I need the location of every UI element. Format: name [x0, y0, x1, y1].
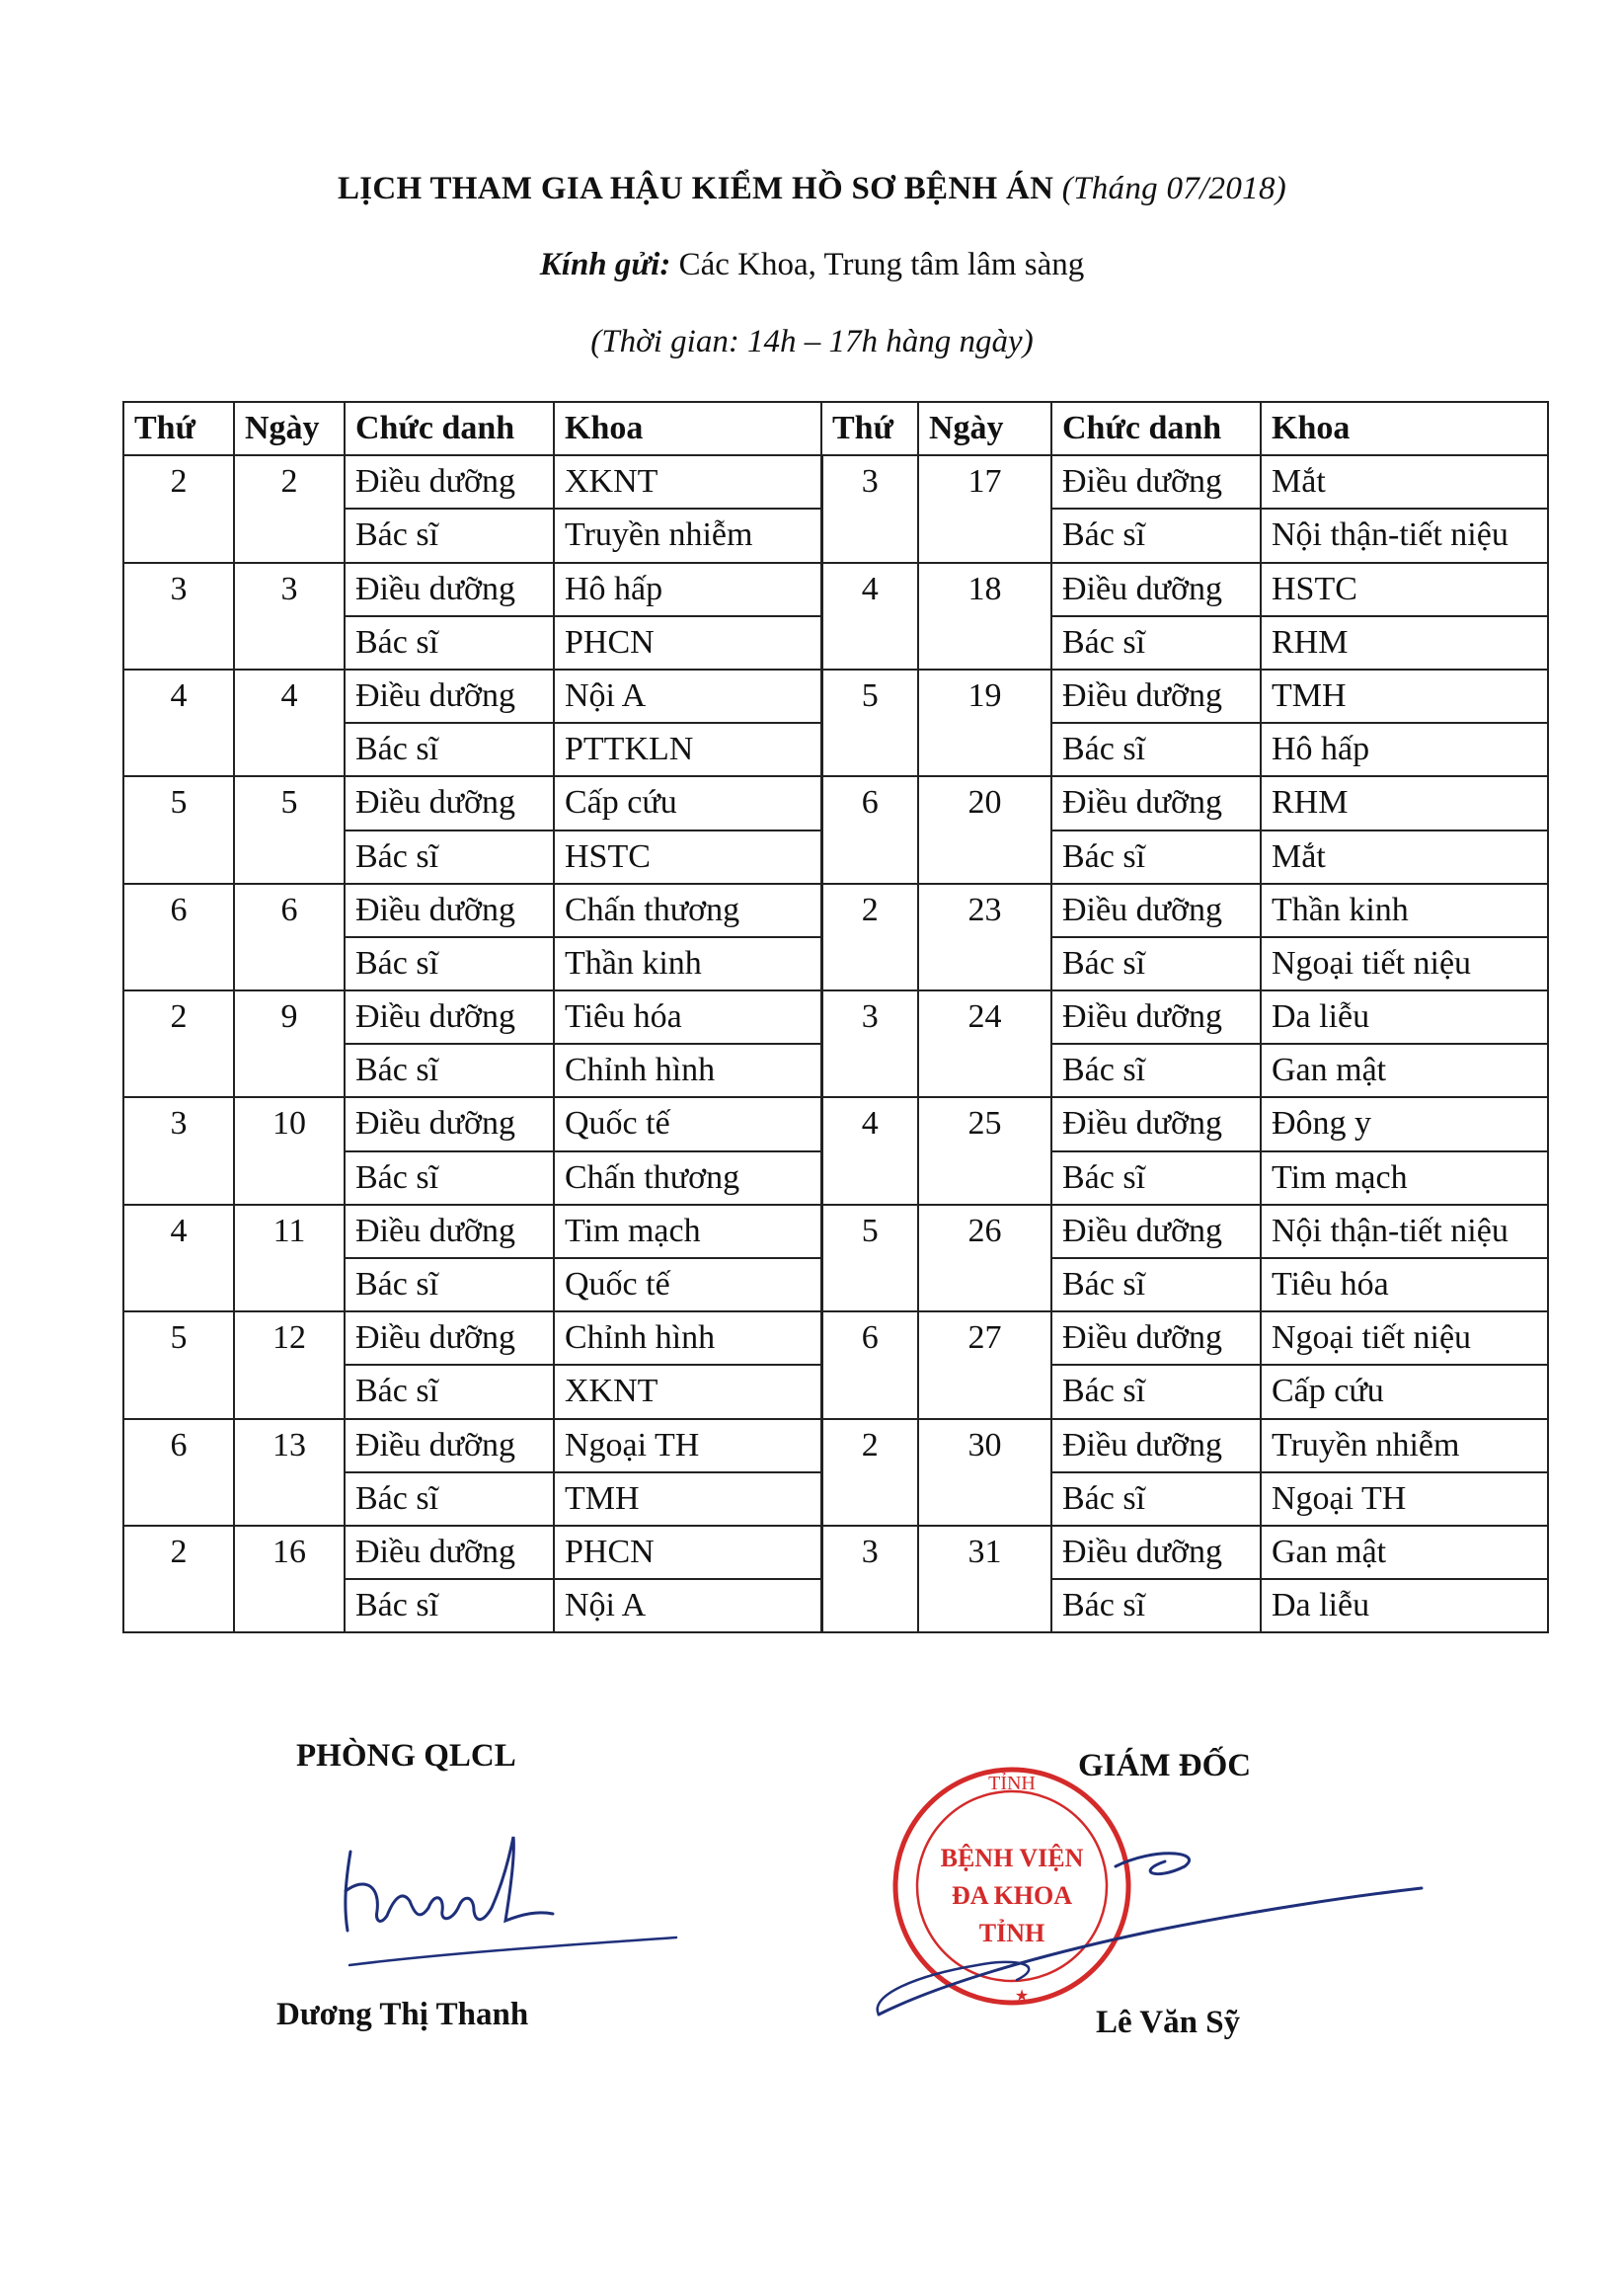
left-department-cell: Chỉnh hình [554, 1044, 821, 1097]
left-role-cell: Điều dưỡng [345, 1205, 554, 1258]
right-weekday-cell: 3 [821, 990, 918, 1097]
left-date-cell: 9 [234, 990, 345, 1097]
left-role-cell: Điều dưỡng [345, 884, 554, 937]
right-department-cell: Hô hấp [1261, 723, 1548, 776]
right-role-cell: Điều dưỡng [1051, 1526, 1261, 1579]
right-role-cell: Điều dưỡng [1051, 884, 1261, 937]
left-date-cell: 13 [234, 1419, 345, 1526]
right-department-cell: Tiêu hóa [1261, 1258, 1548, 1311]
left-role-cell: Điều dưỡng [345, 1526, 554, 1579]
right-department-cell: Gan mật [1261, 1044, 1548, 1097]
right-role-cell: Điều dưỡng [1051, 670, 1261, 723]
right-weekday-cell: 6 [821, 776, 918, 883]
right-date-cell: 23 [918, 884, 1051, 990]
left-weekday-cell: 2 [123, 455, 234, 562]
left-weekday-cell: 4 [123, 670, 234, 776]
left-date-cell: 3 [234, 563, 345, 670]
title-text: LỊCH THAM GIA HẬU KIỂM HỒ SƠ BỆNH ÁN [337, 171, 1054, 206]
right-weekday-cell: 3 [821, 455, 918, 562]
left-department-cell: XKNT [554, 1365, 821, 1418]
right-weekday-cell: 5 [821, 670, 918, 776]
right-role-cell: Bác sĩ [1051, 1365, 1261, 1418]
right-role-cell: Bác sĩ [1051, 1579, 1261, 1632]
left-role-cell: Bác sĩ [345, 509, 554, 562]
right-role-cell: Bác sĩ [1051, 509, 1261, 562]
left-role-cell: Điều dưỡng [345, 455, 554, 509]
table-row [123, 1526, 1548, 1579]
left-department-cell: Hô hấp [554, 563, 821, 616]
right-weekday-cell: 5 [821, 1205, 918, 1311]
left-department-cell: Quốc tế [554, 1097, 821, 1150]
right-date-cell: 24 [918, 990, 1051, 1097]
right-date-cell: 20 [918, 776, 1051, 883]
right-role-cell: Điều dưỡng [1051, 563, 1261, 616]
time-note: (Thời gian: 14h – 17h hàng ngày) [590, 324, 1034, 359]
col-header-khoa: Khoa [554, 402, 821, 455]
left-department-cell: PHCN [554, 616, 821, 670]
left-date-cell: 10 [234, 1097, 345, 1204]
right-department-cell: Da liễu [1261, 1579, 1548, 1632]
left-role-cell: Điều dưỡng [345, 1097, 554, 1150]
right-role-cell: Điều dưỡng [1051, 1419, 1261, 1472]
recipient-line [0, 247, 1624, 283]
left-handwritten-signature [326, 1797, 681, 1975]
left-weekday-cell: 5 [123, 776, 234, 883]
left-signer-role: PHÒNG QLCL [296, 1738, 516, 1774]
table-row [123, 1205, 1548, 1258]
table-row [123, 1097, 1548, 1150]
left-department-cell: Tim mạch [554, 1205, 821, 1258]
seal-top-text: TỈNH [988, 1773, 1036, 1794]
left-date-cell: 2 [234, 455, 345, 562]
right-role-cell: Điều dưỡng [1051, 1097, 1261, 1150]
left-role-cell: Điều dưỡng [345, 990, 554, 1044]
right-department-cell: Thần kinh [1261, 884, 1548, 937]
table-row [123, 776, 1548, 830]
table-row [123, 455, 1548, 509]
right-date-cell: 31 [918, 1526, 1051, 1632]
left-date-cell: 16 [234, 1526, 345, 1632]
left-department-cell: Chấn thương [554, 884, 821, 937]
left-department-cell: XKNT [554, 455, 821, 509]
recipient-value: Các Khoa, Trung tâm lâm sàng [678, 247, 1085, 282]
right-department-cell: Tim mạch [1261, 1151, 1548, 1205]
left-department-cell: Ngoại TH [554, 1419, 821, 1472]
schedule-table [122, 401, 1549, 1633]
right-role-cell: Bác sĩ [1051, 723, 1261, 776]
right-weekday-cell: 2 [821, 884, 918, 990]
left-role-cell: Bác sĩ [345, 1044, 554, 1097]
col-header-thu-right: Thứ [821, 402, 918, 455]
left-department-cell: Chỉnh hình [554, 1311, 821, 1365]
right-handwritten-signature [859, 1827, 1431, 2024]
left-weekday-cell: 3 [123, 563, 234, 670]
right-department-cell: Mắt [1261, 455, 1548, 509]
left-weekday-cell: 6 [123, 1419, 234, 1526]
left-signer-name: Dương Thị Thanh [276, 1997, 529, 2032]
right-role-cell: Bác sĩ [1051, 937, 1261, 990]
table-row [123, 1311, 1548, 1365]
right-department-cell: RHM [1261, 776, 1548, 830]
right-weekday-cell: 4 [821, 1097, 918, 1204]
left-department-cell: Truyền nhiễm [554, 509, 821, 562]
right-date-cell: 18 [918, 563, 1051, 670]
recipient-label: Kính gửi: [539, 247, 671, 282]
table-row [123, 1419, 1548, 1472]
col-header-thu: Thứ [123, 402, 234, 455]
left-weekday-cell: 4 [123, 1205, 234, 1311]
left-weekday-cell: 6 [123, 884, 234, 990]
right-department-cell: TMH [1261, 670, 1548, 723]
table-row [123, 884, 1548, 937]
right-role-cell: Bác sĩ [1051, 1151, 1261, 1205]
right-department-cell: Nội thận-tiết niệu [1261, 1205, 1548, 1258]
right-department-cell: Cấp cứu [1261, 1365, 1548, 1418]
right-department-cell: Ngoại tiết niệu [1261, 1311, 1548, 1365]
schedule-body [123, 455, 1548, 1632]
right-department-cell: Truyền nhiễm [1261, 1419, 1548, 1472]
svg-text:★: ★ [1014, 1986, 1030, 2005]
left-department-cell: PTTKLN [554, 723, 821, 776]
title-period: (Tháng 07/2018) [1061, 171, 1287, 206]
col-header-khoa-right: Khoa [1261, 402, 1548, 455]
left-weekday-cell: 2 [123, 1526, 234, 1632]
table-row [123, 990, 1548, 1044]
right-weekday-cell: 2 [821, 1419, 918, 1526]
left-department-cell: Thần kinh [554, 937, 821, 990]
left-role-cell: Bác sĩ [345, 616, 554, 670]
seal-line-2: ĐA KHOA [951, 1881, 1073, 1910]
left-weekday-cell: 3 [123, 1097, 234, 1204]
left-role-cell: Bác sĩ [345, 830, 554, 884]
left-role-cell: Điều dưỡng [345, 670, 554, 723]
table-row [123, 563, 1548, 616]
left-department-cell: HSTC [554, 830, 821, 884]
left-department-cell: TMH [554, 1472, 821, 1526]
right-date-cell: 27 [918, 1311, 1051, 1418]
table-header-row [123, 402, 1548, 455]
right-date-cell: 30 [918, 1419, 1051, 1526]
left-weekday-cell: 5 [123, 1311, 234, 1418]
right-role-cell: Bác sĩ [1051, 1472, 1261, 1526]
table-row [123, 670, 1548, 723]
col-header-ngay-right: Ngày [918, 402, 1051, 455]
left-role-cell: Bác sĩ [345, 1472, 554, 1526]
right-department-cell: Gan mật [1261, 1526, 1548, 1579]
right-role-cell: Điều dưỡng [1051, 990, 1261, 1044]
right-department-cell: RHM [1261, 616, 1548, 670]
left-date-cell: 5 [234, 776, 345, 883]
col-header-chuc-danh-right: Chức danh [1051, 402, 1261, 455]
right-department-cell: Đông y [1261, 1097, 1548, 1150]
right-role-cell: Điều dưỡng [1051, 1205, 1261, 1258]
right-department-cell: Mắt [1261, 830, 1548, 884]
right-role-cell: Điều dưỡng [1051, 776, 1261, 830]
right-role-cell: Bác sĩ [1051, 1258, 1261, 1311]
left-date-cell: 4 [234, 670, 345, 776]
left-role-cell: Điều dưỡng [345, 776, 554, 830]
left-department-cell: Nội A [554, 670, 821, 723]
right-weekday-cell: 6 [821, 1311, 918, 1418]
left-role-cell: Bác sĩ [345, 1365, 554, 1418]
right-date-cell: 26 [918, 1205, 1051, 1311]
left-role-cell: Bác sĩ [345, 1151, 554, 1205]
right-department-cell: Nội thận-tiết niệu [1261, 509, 1548, 562]
left-role-cell: Bác sĩ [345, 1258, 554, 1311]
right-weekday-cell: 3 [821, 1526, 918, 1632]
left-role-cell: Điều dưỡng [345, 563, 554, 616]
right-role-cell: Bác sĩ [1051, 830, 1261, 884]
left-department-cell: Nội A [554, 1579, 821, 1632]
left-weekday-cell: 2 [123, 990, 234, 1097]
right-role-cell: Điều dưỡng [1051, 1311, 1261, 1365]
left-department-cell: Cấp cứu [554, 776, 821, 830]
right-weekday-cell: 4 [821, 563, 918, 670]
col-header-chuc-danh: Chức danh [345, 402, 554, 455]
right-date-cell: 25 [918, 1097, 1051, 1204]
right-role-cell: Điều dưỡng [1051, 455, 1261, 509]
right-department-cell: HSTC [1261, 563, 1548, 616]
right-date-cell: 17 [918, 455, 1051, 562]
left-role-cell: Bác sĩ [345, 723, 554, 776]
right-department-cell: Ngoại tiết niệu [1261, 937, 1548, 990]
right-signer-name: Lê Văn Sỹ [1096, 2005, 1241, 2040]
right-signer-role: GIÁM ĐỐC [1078, 1748, 1252, 1783]
left-role-cell: Điều dưỡng [345, 1311, 554, 1365]
document-title [0, 171, 1624, 207]
right-role-cell: Bác sĩ [1051, 1044, 1261, 1097]
right-role-cell: Bác sĩ [1051, 616, 1261, 670]
col-header-ngay: Ngày [234, 402, 345, 455]
left-department-cell: Chấn thương [554, 1151, 821, 1205]
left-department-cell: Quốc tế [554, 1258, 821, 1311]
left-role-cell: Bác sĩ [345, 937, 554, 990]
left-role-cell: Điều dưỡng [345, 1419, 554, 1472]
seal-line-3: TỈNH [978, 1919, 1045, 1947]
left-role-cell: Bác sĩ [345, 1579, 554, 1632]
right-department-cell: Ngoại TH [1261, 1472, 1548, 1526]
seal-line-1: BỆNH VIỆN [940, 1844, 1084, 1872]
right-date-cell: 19 [918, 670, 1051, 776]
left-date-cell: 11 [234, 1205, 345, 1311]
left-department-cell: Tiêu hóa [554, 990, 821, 1044]
right-department-cell: Da liễu [1261, 990, 1548, 1044]
left-department-cell: PHCN [554, 1526, 821, 1579]
left-date-cell: 12 [234, 1311, 345, 1418]
left-date-cell: 6 [234, 884, 345, 990]
